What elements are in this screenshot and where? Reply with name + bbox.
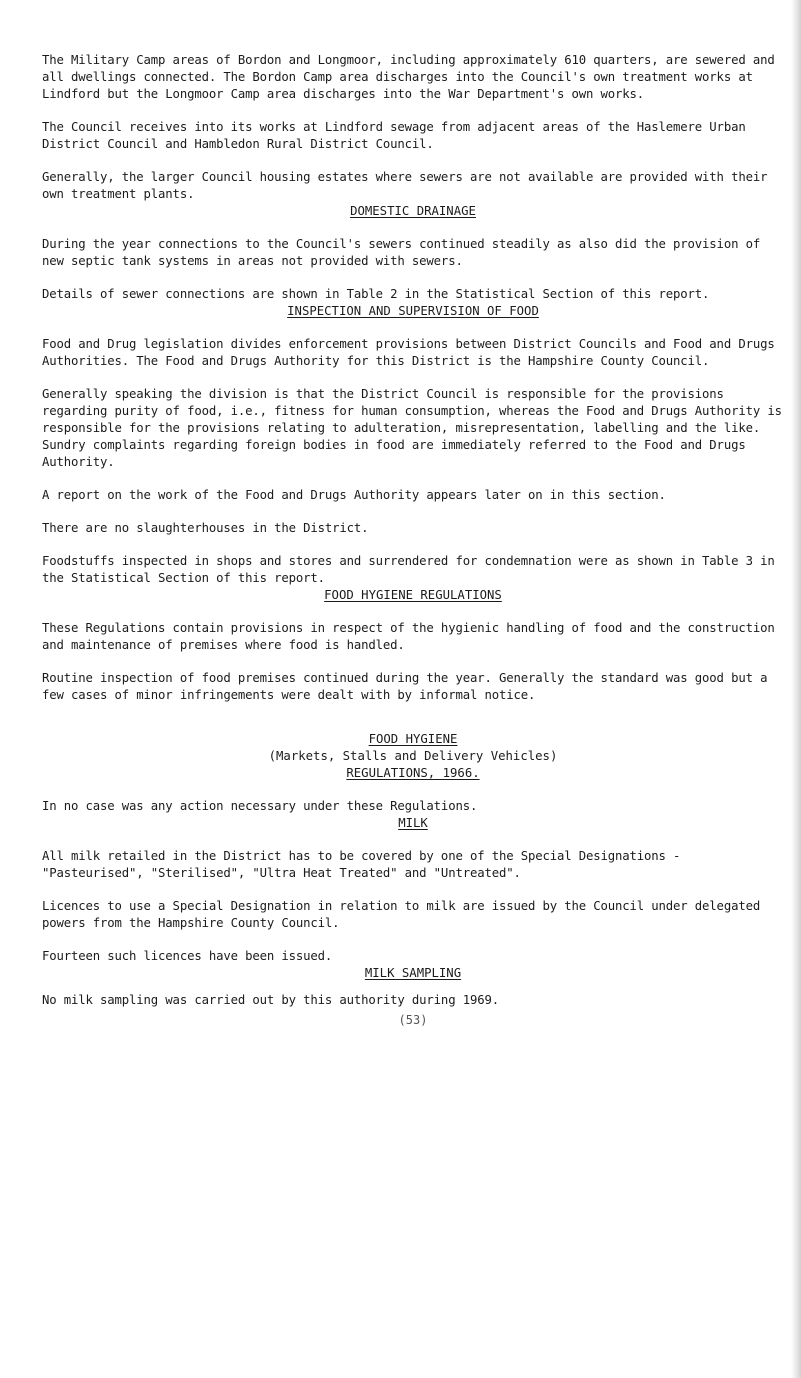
inspection-paragraph-report: A report on the work of the Food and Drugs Authority appears later on in this section. bbox=[42, 488, 666, 502]
heading-markets-line1: FOOD HYGIENE bbox=[368, 732, 458, 746]
milk-sampling-paragraph: No milk sampling was carried out by this authority during 1969. bbox=[42, 993, 499, 1007]
heading-food-hygiene-regulations: FOOD HYGIENE REGULATIONS bbox=[324, 588, 502, 602]
heading-markets-line2: (Markets, Stalls and Delivery Vehicles) bbox=[268, 749, 558, 763]
intro-paragraph-lindford-works: The Council receives into its works at Lindford sewage from adjacent areas of the Haslemere Urban District Council and Hambledon Rural District Council. bbox=[42, 120, 746, 151]
page-edge-shadow bbox=[791, 0, 801, 1378]
milk-paragraph-designations: All milk retailed in the District has to be covered by one of the Special Designations - "Pasteurised", "Sterilised", "Ultra Heat Treated" and "Untreated". bbox=[42, 849, 681, 880]
drainage-paragraph-details: Details of sewer connections are shown in Table 2 in the Statistical Section of this report. bbox=[42, 287, 710, 301]
heading-milk-sampling: MILK SAMPLING bbox=[364, 966, 462, 980]
intro-paragraph-military-camp: The Military Camp areas of Bordon and Longmoor, including approximately 610 quarters, are sewered and all dwellings connected. The Bordon Camp area discharges into the Council's own treatment works at Lindford but the Longmoor Camp area discharges into the War Department's own works. bbox=[42, 53, 775, 101]
inspection-paragraph-legislation: Food and Drug legislation divides enforcement provisions between District Councils and Food and Drugs Authorities. The Food and Drugs Authority for this District is the Hampshire County Council. bbox=[42, 337, 775, 368]
page-number: (53) bbox=[398, 1013, 428, 1027]
drainage-paragraph-connections: During the year connections to the Council's sewers continued steadily as also did the provision of new septic tank systems in areas not provided with sewers. bbox=[42, 237, 761, 268]
document-page bbox=[42, 52, 784, 1039]
intro-paragraph-housing-estates: Generally, the larger Council housing estates where sewers are not available are provided with their own treatment plants. bbox=[42, 170, 768, 201]
heading-markets-block bbox=[42, 731, 784, 782]
hygiene-paragraph-provisions: These Regulations contain provisions in respect of the hygienic handling of food and the construction and maintenance of premises where food is handled. bbox=[42, 621, 775, 652]
milk-paragraph-licences: Licences to use a Special Designation in relation to milk are issued by the Council under delegated powers from the Hampshire County Council. bbox=[42, 899, 761, 930]
heading-milk: MILK bbox=[398, 816, 428, 830]
heading-domestic-drainage: DOMESTIC DRAINAGE bbox=[350, 204, 476, 218]
markets-paragraph-no-action: In no case was any action necessary under these Regulations. bbox=[42, 799, 478, 813]
inspection-paragraph-slaughterhouses: There are no slaughterhouses in the District. bbox=[42, 521, 369, 535]
inspection-paragraph-foodstuffs: Foodstuffs inspected in shops and stores and surrendered for condemnation were as shown in Table 3 in the Statistical Section of this report. bbox=[42, 554, 775, 585]
inspection-paragraph-division: Generally speaking the division is that the District Council is responsible for the provisions regarding purity of food, i.e., fitness for human consumption, whereas the Food and Drugs Authority is responsible for the provisions relating to adulteration, misrepresentation, labelling and the like. Sundry complaints regarding foreign bodies in food are immediately referred to the Food and Drugs Authority. bbox=[42, 387, 782, 469]
hygiene-paragraph-routine-inspection: Routine inspection of food premises continued during the year. Generally the standard was good but a few cases of minor infringements were dealt with by informal notice. bbox=[42, 671, 768, 702]
heading-markets-line3: REGULATIONS, 1966. bbox=[346, 766, 480, 780]
heading-inspection-food: INSPECTION AND SUPERVISION OF FOOD bbox=[287, 304, 539, 318]
milk-paragraph-fourteen: Fourteen such licences have been issued. bbox=[42, 949, 333, 963]
